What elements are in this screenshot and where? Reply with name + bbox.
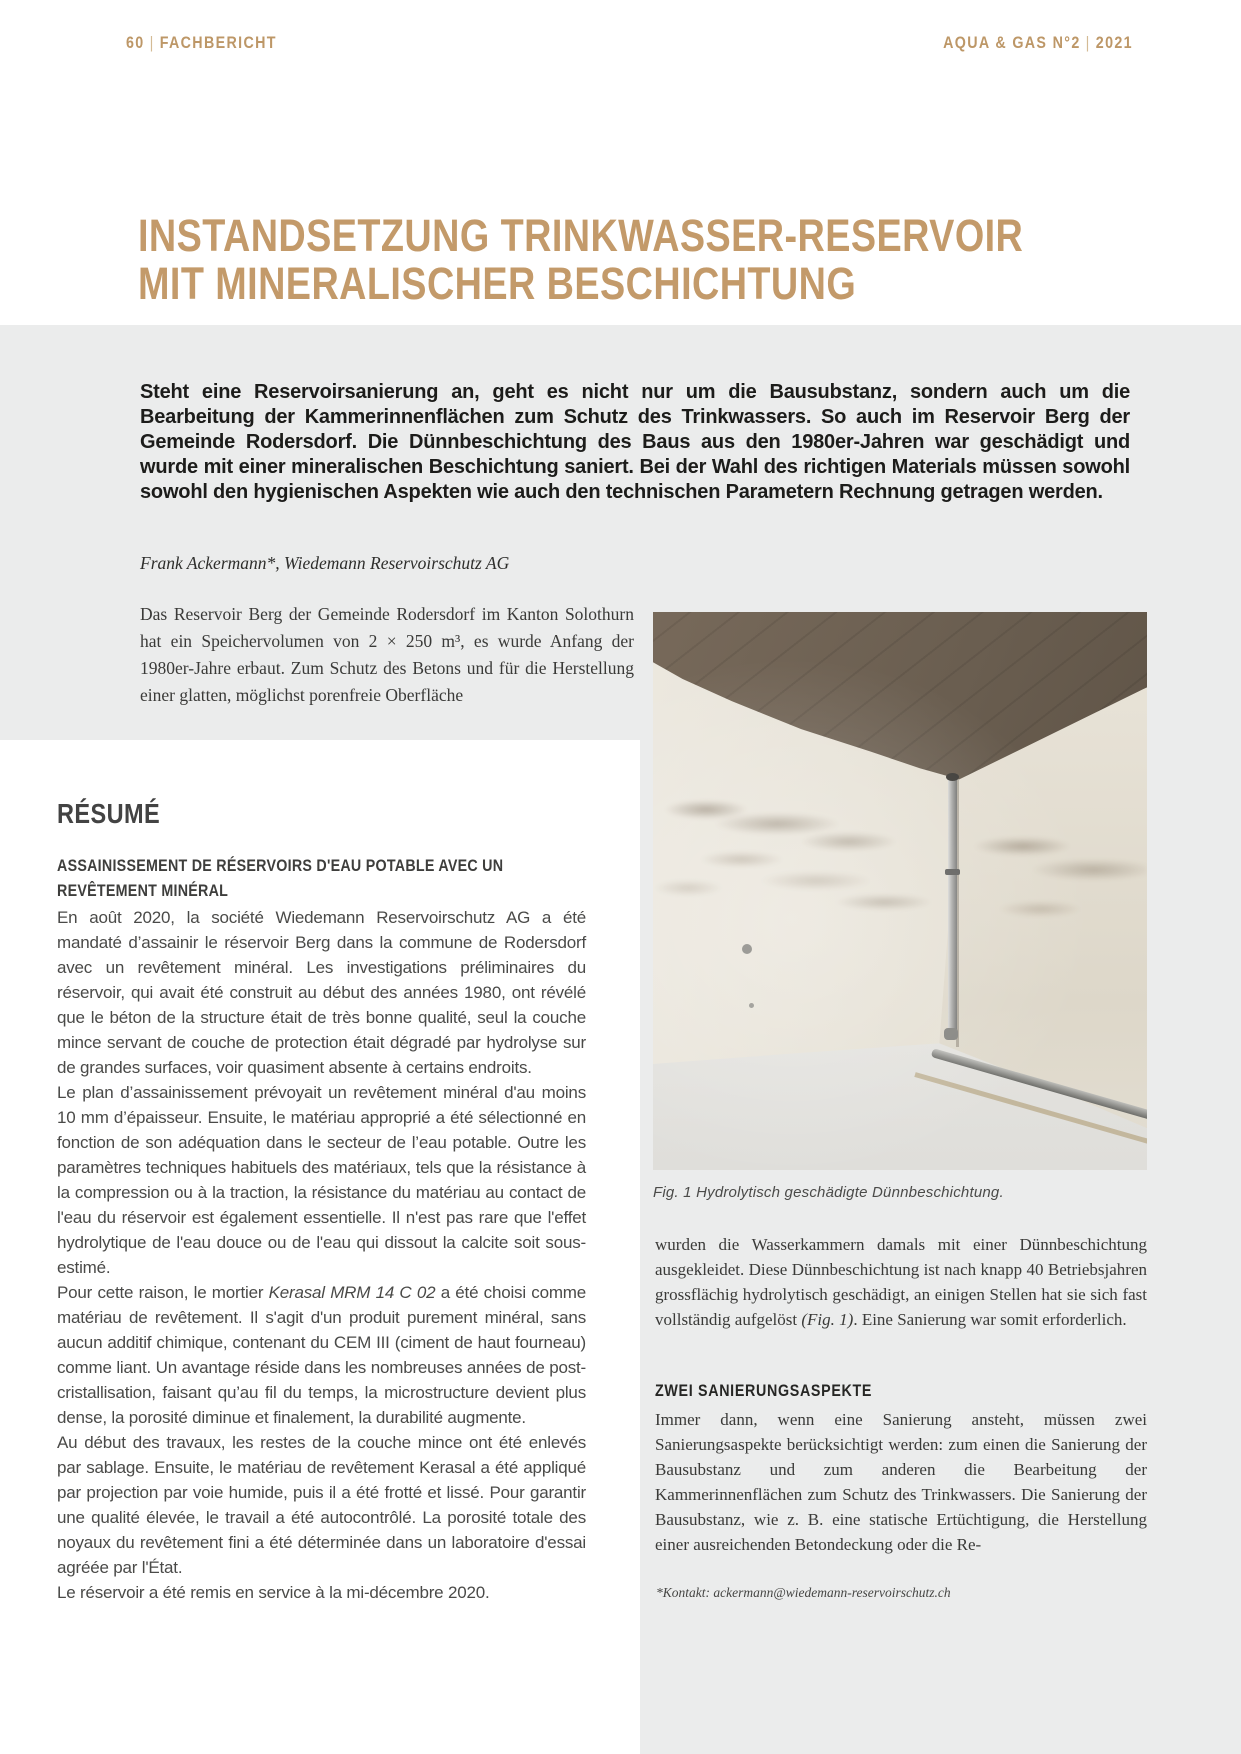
product-name: Kerasal MRM 14 C 02 — [268, 1283, 436, 1302]
issue-number: N°2 — [1052, 33, 1081, 52]
resume-paragraph-3 — [57, 1280, 586, 1430]
page-header-left — [126, 33, 306, 53]
year-label: 2021 — [1095, 33, 1133, 52]
section-label: FACHBERICHT — [159, 33, 277, 52]
intro-paragraph: Das Reservoir Berg der Gemeinde Rodersdorf im Kanton Solothurn hat ein Speichervolumen von 2 × 250 m³, es wurde Anfang der 1980er-Jahre erbaut. Zum Schutz des Betons und für die Herstellung einer glatten, möglichst porenfreie Oberfläche — [140, 604, 634, 705]
body-text: . Eine Sanierung war somit erforderlich. — [853, 1310, 1127, 1329]
resume-paragraph-2: Le plan d’assainissement prévoyait un revêtement minéral d'au moins 10 mm d’épaisseur. Ensuite, le matériau approprié a été sélectionné en fonction de son adéquation dans le secteur de l’eau potable. Outre les paramètres techniques habituels des matériaux, tels que la résistance à la compression ou à la traction, la résistance du matériau au contact de l'eau du réservoir est également essentielle. Il n'est pas rare que l'effet hydrolytique de l'eau douce ou de l'eau qui dissout la calcite soit sous-estimé. — [57, 1083, 586, 1277]
lead-paragraph: Steht eine Reservoirsanierung an, geht es nicht nur um die Bausubstanz, sondern auch um die Bearbeitung der Kammerinnenflächen zum Schutz des Trinkwassers. So auch im Reservoir Berg der Gemeinde Rodersdorf. Die Dünnbeschichtung des Baus aus den 1980er-Jahren war geschädigt und wurde mit einer mineralischen Beschichtung saniert. Bei der Wahl des richtigen Materials müssen sowohl sowohl den hygienischen Aspekten wie auch den technischen Parametern Rechnung getragen werden. — [140, 381, 1130, 503]
figure-caption: Fig. 1 Hydrolytisch geschädigte Dünnbeschichtung. — [653, 1184, 1004, 1201]
article-title-line1: INSTANDSETZUNG TRINKWASSER-RESERVOIR — [138, 210, 1024, 261]
resume-paragraph-5: Le réservoir a été remis en service à la mi-décembre 2020. — [57, 1583, 490, 1602]
body-paragraph-right-2: Immer dann, wenn eine Sanierung ansteht, müssen zwei Sanierungsaspekte berücksichtigt werden: zum einen die Sanierung der Bausubstanz und zum anderen die Bearbeitung der Kammerinnenflächen zum Schutz des Trinkwassers. Die Sanierung der Bausubstanz, wie z. B. eine statische Ertüchtigung, die Herstellung einer ausreichenden Betondeckung oder die Re- — [655, 1410, 1147, 1554]
article-title — [138, 212, 1192, 308]
resume-body — [57, 905, 586, 1605]
body-paragraph-right-1 — [655, 1232, 1147, 1332]
resume-heading — [57, 798, 180, 830]
resume-heading-text: RÉSUMÉ — [57, 798, 161, 829]
photo-light-sheen — [653, 612, 1147, 1170]
resume-subheading-line1: ASSAINISSEMENT DE RÉSERVOIRS D'EAU POTABLE AVEC UN — [57, 856, 504, 875]
header-divider: | — [1085, 33, 1091, 52]
resume-paragraph-1: En août 2020, la société Wiedemann Reservoirschutz AG a été mandaté d’assainir le réservoir Berg dans la commune de Rodersdorf avec un revêtement minéral. Les investigations préliminaires du réservoir, qui avait été construit au début des années 1980, ont révélé que le béton de la structure était de très bonne qualité, seul la couche mince servant de couche de protection était dégradé par hydrolyse sur de grandes surfaces, voir quasiment absente à certains endroits. — [57, 908, 586, 1077]
resume-text: Pour cette raison, le mortier — [57, 1283, 269, 1302]
page-header-right — [907, 33, 1133, 53]
author-line: Frank Ackermann*, Wiedemann Reservoirschutz AG — [140, 553, 510, 573]
resume-paragraph-4: Au début des travaux, les restes de la couche mince ont été enlevés par sablage. Ensuite, le matériau de revêtement Kerasal a été appliqué par projection par voie humide, puis il a été frotté et lissé. Pour garantir une qualité élevée, le travail a été autocontrôlé. La porosité totale des noyaux du revêtement fini a été déterminée dans un laboratoire d'essai agréée par l'État. — [57, 1433, 586, 1577]
article-title-line2: MIT MINERALISCHER BESCHICHTUNG — [138, 258, 857, 309]
resume-subheading — [57, 853, 597, 903]
resume-text: a été choisi comme matériau de revêtement. Il s'agit d'un produit purement minéral, sans aucun additif chimique, contenant du CEM III (ciment de haut fourneau) comme liant. Un avantage réside dans les nombreuses années de post-cristallisation, faisant qu’au fil du temps, la microstructure devient plus dense, la porosité diminue et finalement, la durabilité augmente. — [57, 1283, 587, 1427]
figure-reference: (Fig. 1) — [801, 1310, 854, 1329]
section-heading-text: ZWEI SANIERUNGSASPEKTE — [655, 1381, 873, 1400]
resume-subheading-line2: REVÊTEMENT MINÉRAL — [57, 881, 229, 900]
journal-name: AQUA & GAS — [943, 33, 1048, 52]
section-heading-sanierungsaspekte — [655, 1381, 913, 1401]
page-number: 60 — [126, 33, 145, 52]
figure-1-photo — [653, 612, 1147, 1170]
body-text: wurden die Wasserkammern damals mit einer Dünnbeschichtung ausgekleidet. Diese Dünnbeschichtung ist nach knapp 40 Betriebsjahren grossflächig hydrolytisch geschädigt, an einigen Stellen hat sie sich fast vollständig aufgelöst — [655, 1235, 1147, 1329]
header-divider: | — [149, 33, 155, 52]
contact-footnote: *Kontakt: ackermann@wiedemann-reservoirschutz.ch — [656, 1585, 951, 1600]
